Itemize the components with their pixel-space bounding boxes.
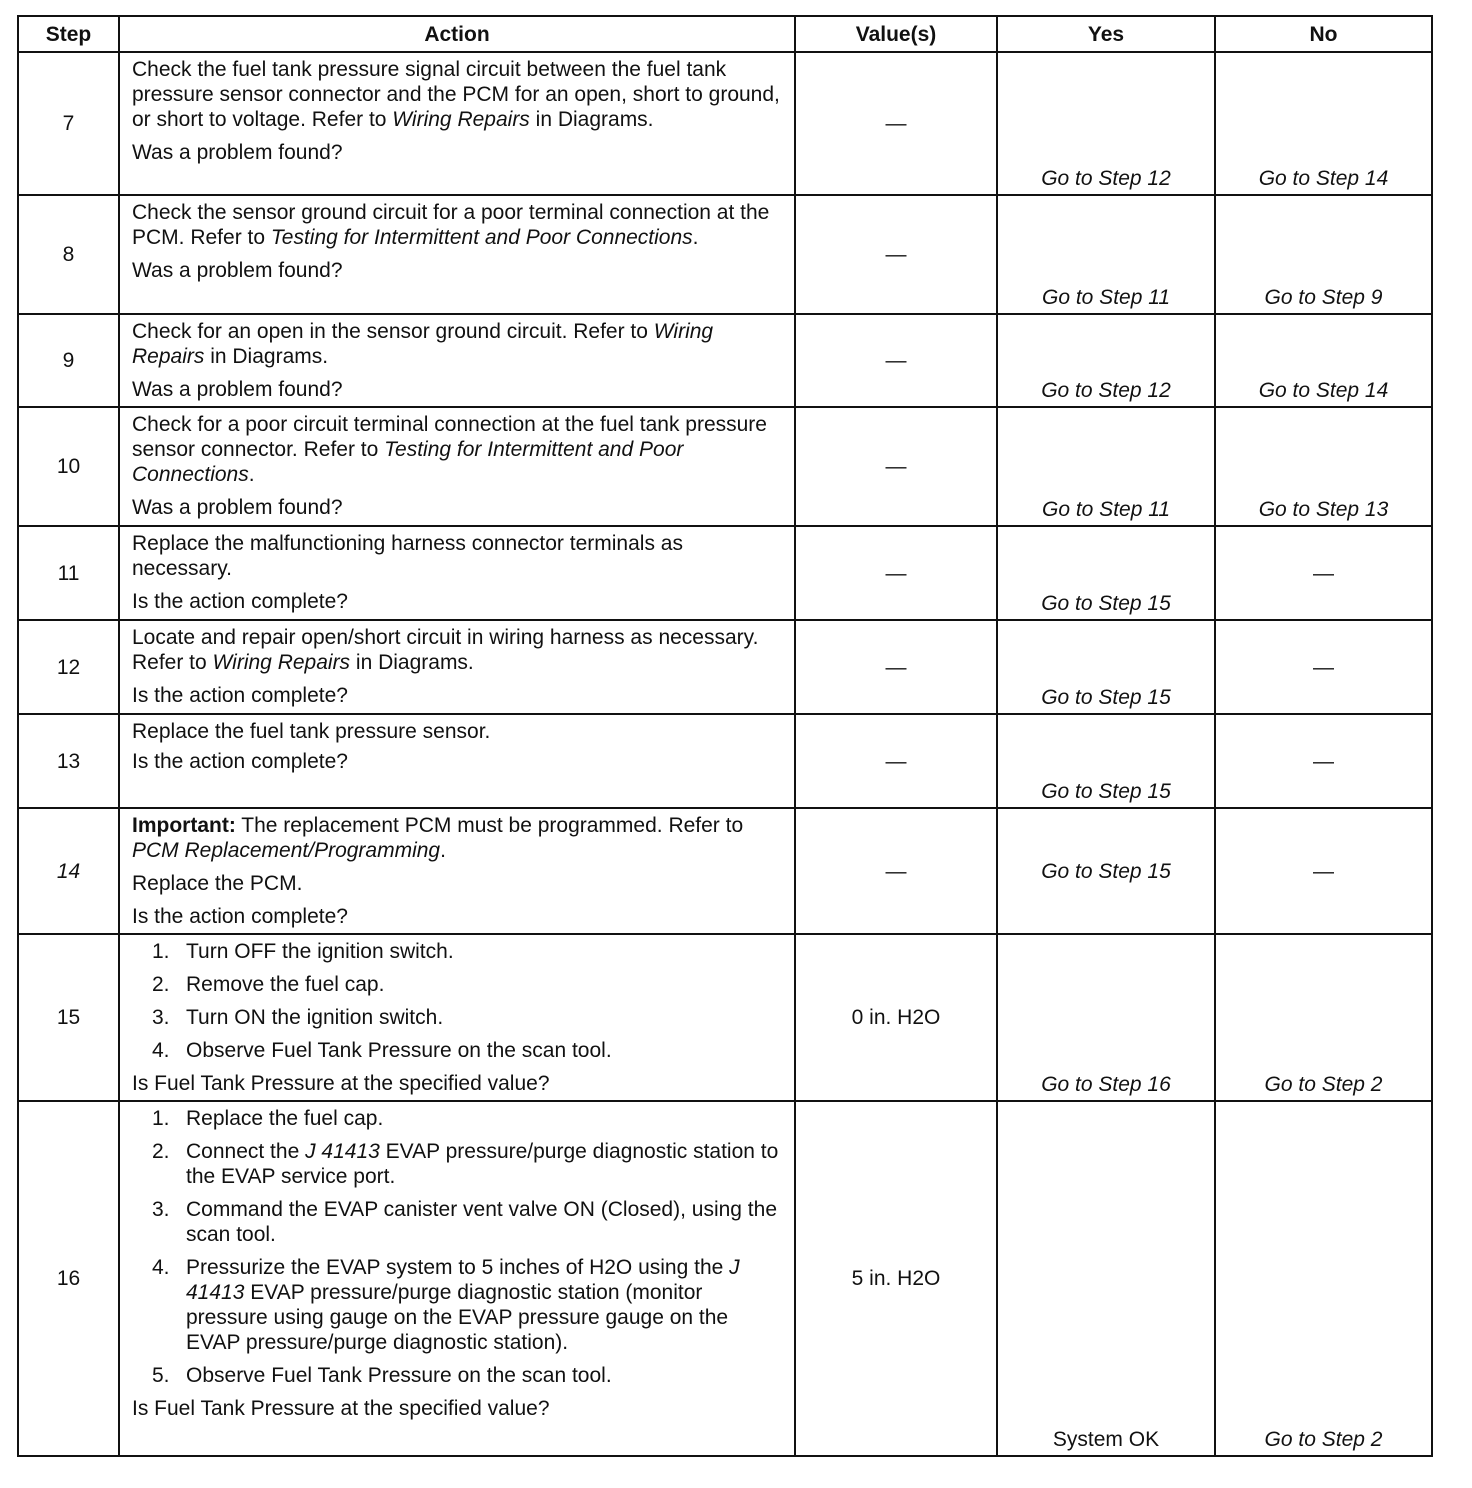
yes-result[interactable]: Go to Step 15 bbox=[997, 714, 1215, 808]
table-row bbox=[18, 314, 1432, 407]
no-result[interactable]: Go to Step 14 bbox=[1215, 52, 1432, 195]
table-row bbox=[18, 934, 1432, 1101]
list-text-end: EVAP pressure/purge diagnostic station to the EVAP service port. bbox=[186, 1140, 779, 1188]
value-cell: — bbox=[795, 808, 997, 934]
table-row bbox=[18, 1101, 1432, 1456]
question-text: Was a problem found? bbox=[132, 496, 343, 519]
action-text: Check for a poor circuit terminal connection at the fuel tank pressure sensor connector. Refer to bbox=[132, 413, 767, 461]
table-row bbox=[18, 52, 1432, 195]
procedure-list bbox=[132, 1106, 784, 1388]
question-text: Was a problem found? bbox=[132, 259, 343, 282]
value-cell: — bbox=[795, 714, 997, 808]
reference-link[interactable]: Wiring Repairs bbox=[132, 320, 714, 368]
no-result: — bbox=[1215, 526, 1432, 620]
no-result: — bbox=[1215, 620, 1432, 714]
step-number: 12 bbox=[18, 620, 119, 714]
question-text: Is Fuel Tank Pressure at the specified value? bbox=[132, 1072, 550, 1095]
no-result: — bbox=[1215, 808, 1432, 934]
action-text: Replace the malfunctioning harness connector terminals as necessary. bbox=[132, 532, 683, 580]
value-cell: — bbox=[795, 526, 997, 620]
list-item bbox=[132, 1139, 784, 1189]
step-number: 13 bbox=[18, 714, 119, 808]
step-number: 14 bbox=[18, 808, 119, 934]
action-text: Locate and repair open/short circuit in wiring harness as necessary. Refer to bbox=[132, 626, 759, 674]
list-number: 3. bbox=[152, 1198, 170, 1221]
yes-result: System OK bbox=[997, 1101, 1215, 1456]
value-cell: 0 in. H2O bbox=[795, 934, 997, 1101]
important-text: The replacement PCM must be programmed. Refer to bbox=[235, 814, 744, 837]
yes-result[interactable]: Go to Step 11 bbox=[997, 407, 1215, 526]
list-text: Remove the fuel cap. bbox=[186, 973, 385, 996]
action-cell bbox=[119, 526, 795, 620]
question-text: Is the action complete? bbox=[132, 750, 348, 773]
reference-link[interactable]: Wiring Repairs bbox=[392, 108, 530, 131]
question-text: Is Fuel Tank Pressure at the specified value? bbox=[132, 1397, 550, 1420]
action-cell bbox=[119, 1101, 795, 1456]
step-number: 16 bbox=[18, 1101, 119, 1456]
no-result: — bbox=[1215, 714, 1432, 808]
list-item bbox=[132, 1005, 784, 1030]
yes-result[interactable]: Go to Step 15 bbox=[997, 526, 1215, 620]
action-text-end: in Diagrams. bbox=[350, 651, 474, 674]
header-no: No bbox=[1215, 16, 1432, 52]
list-text: Replace the fuel cap. bbox=[186, 1107, 384, 1130]
list-number: 1. bbox=[152, 940, 170, 963]
action-text-end: . bbox=[248, 463, 255, 486]
step-number: 11 bbox=[18, 526, 119, 620]
header-step: Step bbox=[18, 16, 119, 52]
table-row bbox=[18, 620, 1432, 714]
value-cell: — bbox=[795, 314, 997, 407]
action-cell bbox=[119, 407, 795, 526]
reference-link[interactable]: Wiring Repairs bbox=[212, 651, 351, 674]
procedure-list bbox=[132, 939, 784, 1063]
important-label: Important: bbox=[132, 814, 236, 837]
action-text-end: . bbox=[692, 226, 699, 249]
no-result[interactable]: Go to Step 2 bbox=[1215, 934, 1432, 1101]
table-row bbox=[18, 407, 1432, 526]
question-text: Is the action complete? bbox=[132, 684, 348, 707]
yes-result[interactable]: Go to Step 11 bbox=[997, 195, 1215, 314]
no-result[interactable]: Go to Step 13 bbox=[1215, 407, 1432, 526]
yes-result[interactable]: Go to Step 16 bbox=[997, 934, 1215, 1101]
action-text: Check the sensor ground circuit for a poor terminal connection at the PCM. Refer to bbox=[132, 201, 770, 249]
action-cell bbox=[119, 934, 795, 1101]
table-row bbox=[18, 714, 1432, 808]
important-text-end: . bbox=[440, 839, 446, 862]
yes-result[interactable]: Go to Step 15 bbox=[997, 808, 1215, 934]
action-text: Check for an open in the sensor ground circuit. Refer to bbox=[132, 320, 654, 343]
list-text: Turn OFF the ignition switch. bbox=[186, 940, 454, 963]
action-cell bbox=[119, 314, 795, 407]
table-row bbox=[18, 808, 1432, 934]
diagnostic-table bbox=[17, 15, 1433, 1457]
list-number: 1. bbox=[152, 1107, 170, 1130]
value-cell: — bbox=[795, 52, 997, 195]
value-cell: — bbox=[795, 407, 997, 526]
tool-reference: J 41413 bbox=[186, 1256, 740, 1304]
list-item bbox=[132, 1197, 784, 1247]
list-number: 3. bbox=[152, 1006, 170, 1029]
reference-link[interactable]: Testing for Intermittent and Poor Connections bbox=[270, 226, 693, 249]
list-item bbox=[132, 939, 784, 964]
action-cell bbox=[119, 195, 795, 314]
action-text-end: in Diagrams. bbox=[204, 345, 329, 368]
action-cell bbox=[119, 620, 795, 714]
table-row bbox=[18, 526, 1432, 620]
list-text: Turn ON the ignition switch. bbox=[186, 1006, 444, 1029]
no-result[interactable]: Go to Step 14 bbox=[1215, 314, 1432, 407]
list-item bbox=[132, 1038, 784, 1063]
table-row bbox=[18, 195, 1432, 314]
action-text: Check the fuel tank pressure signal circuit between the fuel tank pressure sensor connector and the PCM for an open, short to ground, or short to voltage. Refer to bbox=[132, 58, 780, 131]
no-result[interactable]: Go to Step 2 bbox=[1215, 1101, 1432, 1456]
reference-link[interactable]: PCM Replacement/Programming bbox=[132, 839, 441, 862]
question-text: Is the action complete? bbox=[132, 590, 348, 613]
question-text: Was a problem found? bbox=[132, 378, 343, 401]
list-text: Observe Fuel Tank Pressure on the scan tool. bbox=[186, 1364, 612, 1387]
list-number: 2. bbox=[152, 1140, 170, 1163]
list-text: Command the EVAP canister vent valve ON (Closed), using the scan tool. bbox=[186, 1198, 777, 1246]
step-number: 15 bbox=[18, 934, 119, 1101]
action-cell bbox=[119, 52, 795, 195]
step-number: 8 bbox=[18, 195, 119, 314]
list-number: 2. bbox=[152, 973, 170, 996]
list-item bbox=[132, 972, 784, 997]
value-cell: 5 in. H2O bbox=[795, 1101, 997, 1456]
step-number: 10 bbox=[18, 407, 119, 526]
value-cell: — bbox=[795, 620, 997, 714]
header-values: Value(s) bbox=[795, 16, 997, 52]
header-row bbox=[18, 16, 1432, 52]
action-cell bbox=[119, 714, 795, 808]
tool-reference: J 41413 bbox=[305, 1140, 380, 1163]
list-item bbox=[132, 1106, 784, 1131]
list-item bbox=[132, 1363, 784, 1388]
action-text: Replace the fuel tank pressure sensor. bbox=[132, 720, 491, 743]
value-cell: — bbox=[795, 195, 997, 314]
list-text: Connect the bbox=[186, 1140, 306, 1163]
list-number: 4. bbox=[152, 1039, 170, 1062]
no-result[interactable]: Go to Step 9 bbox=[1215, 195, 1432, 314]
header-action: Action bbox=[119, 16, 795, 52]
header-yes: Yes bbox=[997, 16, 1215, 52]
list-number: 5. bbox=[152, 1364, 170, 1387]
list-text: Pressurize the EVAP system to 5 inches of H2O using the bbox=[186, 1256, 730, 1279]
list-text: Observe Fuel Tank Pressure on the scan tool. bbox=[186, 1039, 612, 1062]
yes-result[interactable]: Go to Step 15 bbox=[997, 620, 1215, 714]
list-item bbox=[132, 1255, 784, 1355]
yes-result[interactable]: Go to Step 12 bbox=[997, 314, 1215, 407]
question-text: Is the action complete? bbox=[132, 905, 348, 928]
yes-result[interactable]: Go to Step 12 bbox=[997, 52, 1215, 195]
action-text-end: in Diagrams. bbox=[529, 108, 654, 131]
step-number: 7 bbox=[18, 52, 119, 195]
step-number: 9 bbox=[18, 314, 119, 407]
action-cell bbox=[119, 808, 795, 934]
action-text: Replace the PCM. bbox=[132, 872, 303, 895]
reference-link[interactable]: Testing for Intermittent and Poor Connections bbox=[132, 438, 684, 486]
list-text-end: EVAP pressure/purge diagnostic station (monitor pressure using gauge on the EVAP pressure gauge on the EVAP pressure/purge diagnostic station). bbox=[186, 1281, 729, 1354]
list-number: 4. bbox=[152, 1256, 170, 1279]
question-text: Was a problem found? bbox=[132, 141, 343, 164]
